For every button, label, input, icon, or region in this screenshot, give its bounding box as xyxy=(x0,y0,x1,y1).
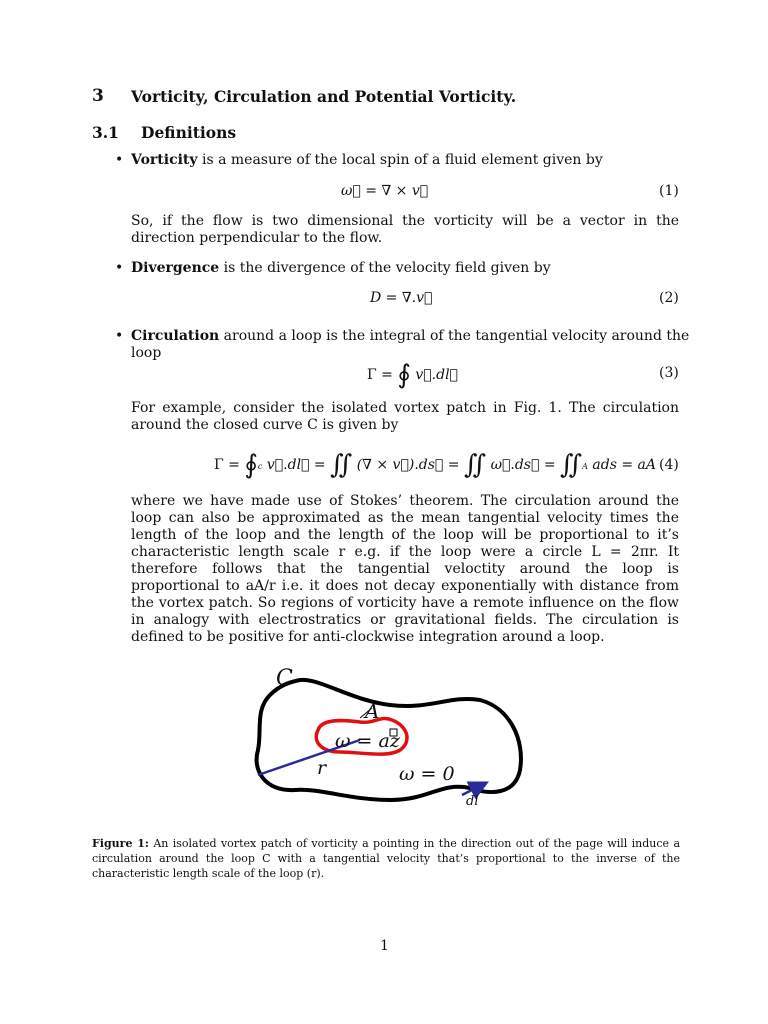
term-divergence: Divergence xyxy=(131,260,220,276)
equation-2-number: (2) xyxy=(659,290,679,306)
contour-integral-symbol: ∮ xyxy=(244,450,258,480)
subsection-title: Definitions xyxy=(141,123,237,142)
double-integral-symbol: ∬ xyxy=(330,450,353,480)
bullet-marker: • xyxy=(115,328,124,344)
paragraph-stokes: where we have made use of Stokes’ theorem. The circulation around the loop can also be approximated as the mean tangential velocity times the length of the loop and the length of the loop will be proportional to it’s characteristic length scale r e.g. if the loop were a circle L = 2πr. It therefore follows that the tangential veloctity around the loop is proportional to aA/r i.e. it does not decay exponentially with distance from the vortex patch. So regions of vorticity have a remote influence on the flow in analogy with electrostratics or gravitational fields. The circulation is defined to be positive for anti-clockwise integration around a loop. xyxy=(131,493,679,645)
label-C: C xyxy=(276,666,293,691)
equation-3-left: Γ = xyxy=(367,367,393,383)
term-vorticity: Vorticity xyxy=(131,152,198,168)
label-omega-az: ω = az xyxy=(335,730,400,752)
figure-caption xyxy=(92,836,680,881)
equation-4-part-4: ω⃗.ds⃗ = xyxy=(490,457,556,473)
equation-4-part-2: v⃗.dl⃗ = xyxy=(266,457,326,473)
bullet-marker: • xyxy=(115,260,124,276)
equation-4-part-5: ads = aA xyxy=(592,457,656,473)
double-integral-symbol: ∬ xyxy=(560,450,583,480)
equation-1: ω⃗ = ∇ × v⃗ xyxy=(341,183,429,199)
term-circulation: Circulation xyxy=(131,328,220,344)
equation-2: D = ∇.v⃗ xyxy=(370,290,433,306)
item-divergence xyxy=(131,260,681,277)
equation-3-number: (3) xyxy=(659,365,679,381)
paragraph-2d-flow: So, if the flow is two dimensional the vorticity will be a vector in the direction perpendicular to the flow. xyxy=(131,213,679,246)
label-omega-zero: ω = 0 xyxy=(399,763,455,785)
contour-integral-symbol: ∮ xyxy=(397,360,411,390)
equation-4-number: (4) xyxy=(659,457,679,473)
item-circulation xyxy=(131,328,691,362)
equation-1-number: (1) xyxy=(659,183,679,199)
equation-4-part-3: (∇ × v⃗).ds⃗ = xyxy=(356,457,460,473)
item-divergence-text: is the divergence of the velocity field given by xyxy=(219,260,551,276)
equation-3 xyxy=(367,362,458,388)
equation-4 xyxy=(214,452,656,478)
double-integral-symbol: ∬ xyxy=(463,450,487,480)
item-vorticity-text: is a measure of the local spin of a fluid element given by xyxy=(197,152,603,168)
subscript-A: A xyxy=(582,462,588,471)
section-title: Vorticity, Circulation and Potential Vorticity. xyxy=(131,87,517,106)
section-number: 3 xyxy=(92,86,104,106)
equation-3-right: v⃗.dl⃗ xyxy=(415,367,458,383)
caption-label: Figure 1: xyxy=(92,837,149,850)
page-number: 1 xyxy=(380,938,389,954)
subscript-c: c xyxy=(257,462,263,471)
item-circulation-text: around a loop is the integral of the tangential velocity around the loop xyxy=(131,328,690,361)
label-dl: dl xyxy=(466,794,479,809)
bullet-marker: • xyxy=(115,152,124,168)
equation-4-part-1: Γ = xyxy=(214,457,240,473)
paragraph-example: For example, consider the isolated vortex patch in Fig. 1. The circulation around the closed curve C is given by xyxy=(131,400,679,433)
label-r: r xyxy=(317,757,327,779)
caption-text: An isolated vortex patch of vorticity a pointing in the direction out of the page will induce a circulation around the loop C with a tangential velocity that’s proportional to the inverse of the characteristic length scale of the loop (r). xyxy=(92,837,681,880)
label-A: A xyxy=(365,699,380,723)
subsection-number: 3.1 xyxy=(92,123,119,142)
item-vorticity xyxy=(131,152,681,169)
